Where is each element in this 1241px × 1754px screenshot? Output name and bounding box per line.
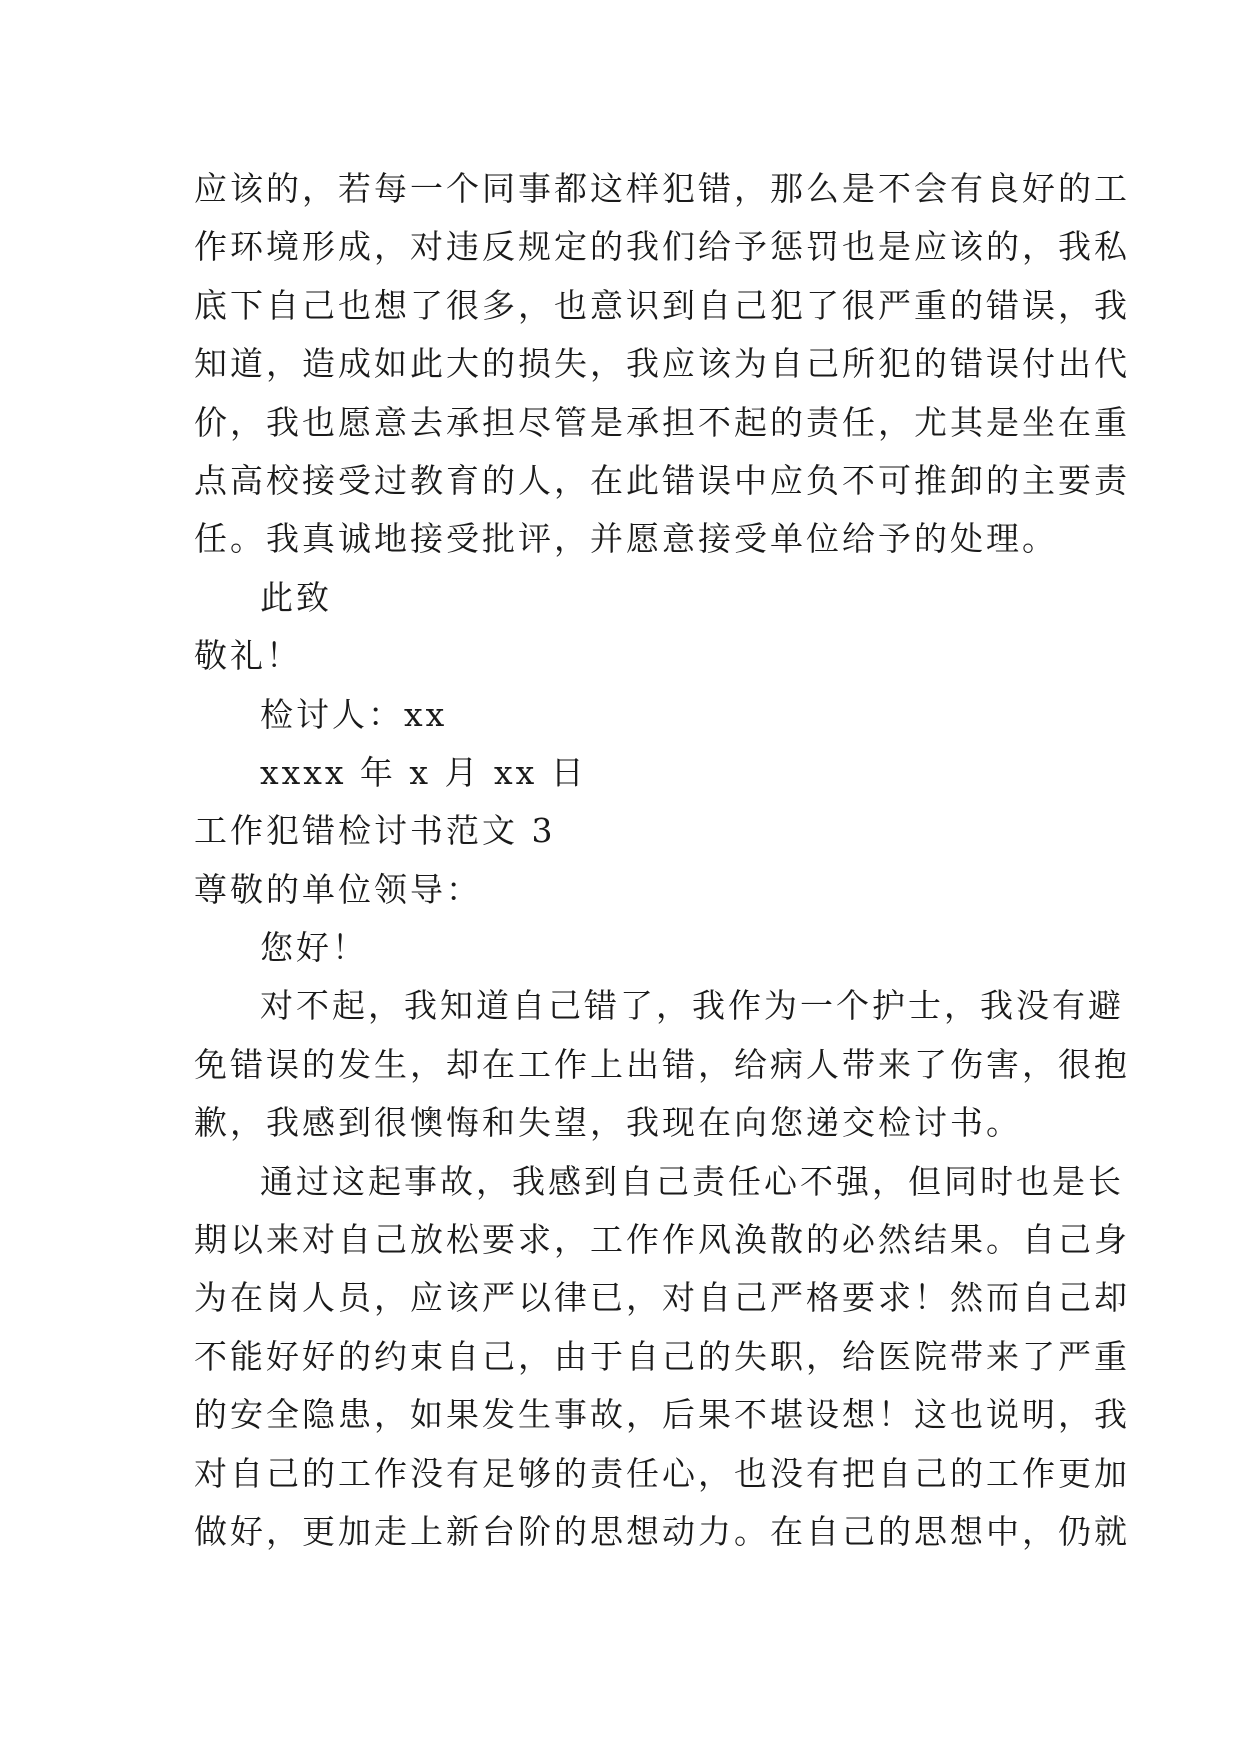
body-text-line: 作环境形成，对违反规定的我们给予惩罚也是应该的，我私 (194, 227, 1130, 267)
closing-salutation: 此致 (260, 577, 332, 617)
body-text-line: 做好，更加走上新台阶的思想动力。在自己的思想中，仍就 (194, 1511, 1130, 1551)
body-text-line: 不能好好的约束自己，由于自己的失职，给医院带来了严重 (194, 1336, 1130, 1376)
body-text-line: 对不起，我知道自己错了，我作为一个护士，我没有避 (260, 986, 1124, 1026)
body-text-line: 通过这起事故，我感到自己责任心不强，但同时也是长 (260, 1161, 1124, 1201)
body-text-line: 对自己的工作没有足够的责任心，也没有把自己的工作更加 (194, 1453, 1130, 1493)
body-text-line: 免错误的发生，却在工作上出错，给病人带来了伤害，很抱 (194, 1044, 1130, 1084)
body-text-line: 底下自己也想了很多，也意识到自己犯了很严重的错误，我 (194, 285, 1130, 325)
body-text-line: 知道，造成如此大的损失，我应该为自己所犯的错误付出代 (194, 344, 1130, 384)
body-text-line: 价，我也愿意去承担尽管是承担不起的责任，尤其是坐在重 (194, 402, 1130, 442)
body-text-line: 为在岗人员，应该严以律已，对自己严格要求！然而自己却 (194, 1278, 1130, 1318)
document-body (194, 160, 1130, 1561)
section-title: 工作犯错检讨书范文 3 (194, 811, 556, 851)
body-text-line: 歉，我感到很懊悔和失望，我现在向您递交检讨书。 (194, 1103, 1022, 1143)
signature-author: 检讨人：xx (260, 694, 448, 734)
letter-greeting: 您好！ (260, 928, 368, 968)
body-text-line: 任。我真诚地接受批评，并愿意接受单位给予的处理。 (194, 519, 1058, 559)
signature-date: xxxx 年 x 月 xx 日 (260, 752, 587, 792)
body-text-line: 应该的，若每一个同事都这样犯错，那么是不会有良好的工 (194, 169, 1130, 208)
body-text-line: 期以来对自己放松要求，工作作风涣散的必然结果。自己身 (194, 1220, 1130, 1260)
closing-regards: 敬礼！ (194, 636, 302, 676)
body-text-line: 点高校接受过教育的人，在此错误中应负不可推卸的主要责 (194, 460, 1130, 500)
body-text-line: 的安全隐患，如果发生事故，后果不堪设想！这也说明，我 (194, 1395, 1130, 1435)
letter-addressee: 尊敬的单位领导： (194, 869, 482, 909)
